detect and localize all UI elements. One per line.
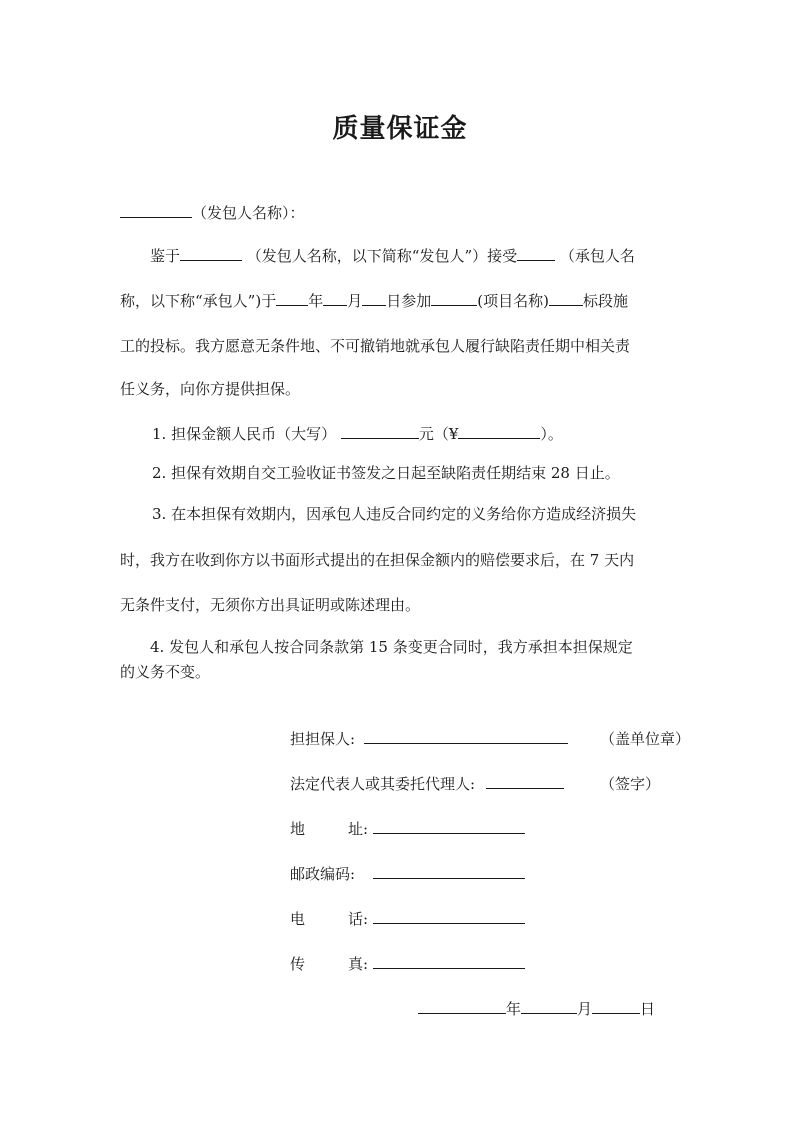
address-row: 地 址:	[290, 818, 525, 840]
employer-blank[interactable]	[180, 245, 242, 261]
postcode-blank[interactable]	[373, 863, 525, 879]
fax-row: 传 真:	[290, 953, 525, 975]
contractor-blank[interactable]	[517, 245, 555, 261]
amount-figures-blank[interactable]	[458, 423, 540, 439]
legal-rep-blank[interactable]	[486, 773, 564, 789]
item3-line1: 3. 在本担保有效期内，因承包人违反合同约定的义务给你方造成经济损失	[152, 505, 637, 523]
date-year-blank[interactable]	[418, 998, 506, 1014]
item4-line2: 的义务不变。	[120, 663, 211, 681]
guarantor-blank[interactable]	[364, 728, 568, 744]
salutation-text: （发包人名称）：	[192, 204, 305, 222]
section-blank[interactable]	[549, 290, 583, 306]
para1-line4: 任义务，向你方提供担保。	[120, 380, 301, 398]
legal-rep-sign-note: （签字）	[600, 775, 661, 793]
item3-line3: 无条件支付，无须你方出具证明或陈述理由。	[120, 596, 421, 614]
amount-words-blank[interactable]	[341, 423, 419, 439]
address-blank[interactable]	[373, 818, 525, 834]
year-blank[interactable]	[276, 290, 308, 306]
day-blank[interactable]	[362, 290, 386, 306]
phone-row: 电 话:	[290, 908, 525, 930]
document-title: 质量保证金	[332, 114, 468, 144]
item2-line: 2. 担保有效期自交工验收证书签发之日起至缺陷责任期结束 28 日止。	[152, 464, 620, 482]
postcode-row: 邮政编码:	[290, 863, 525, 885]
employer-name-blank[interactable]	[120, 202, 192, 218]
item1-line: 1. 担保金额人民币（大写） 元（¥ ）。	[152, 425, 563, 443]
guarantor-seal-note: （盖单位章）	[600, 730, 691, 748]
fax-blank[interactable]	[373, 953, 525, 969]
item4-line1: 4. 发包人和承包人按合同条款第 15 条变更合同时，我方承担本担保规定	[150, 638, 633, 656]
phone-blank[interactable]	[373, 908, 525, 924]
date-day-blank[interactable]	[592, 998, 640, 1014]
legal-rep-row: 法定代表人或其委托代理人:	[290, 773, 564, 795]
month-blank[interactable]	[323, 290, 347, 306]
para1-line2: 称，以下称“承包人”)于 年 月 日参加 (项目名称) 标段施	[120, 292, 628, 310]
project-name-blank[interactable]	[431, 290, 477, 306]
guarantor-row: 担担保人:	[290, 728, 568, 750]
date-row: 年 月 日	[418, 998, 655, 1020]
date-month-blank[interactable]	[521, 998, 577, 1014]
para1-line1: 鉴于 （发包人名称，以下简称“发包人”）接受 （承包人名	[150, 247, 635, 265]
para1-line3: 工的投标。我方愿意无条件地、不可撤销地就承包人履行缺陷责任期中相关责	[120, 337, 631, 355]
salutation-line	[120, 202, 305, 224]
item3-line2: 时，我方在收到你方以书面形式提出的在担保金额内的赔偿要求后，在 7 天内	[120, 551, 635, 569]
